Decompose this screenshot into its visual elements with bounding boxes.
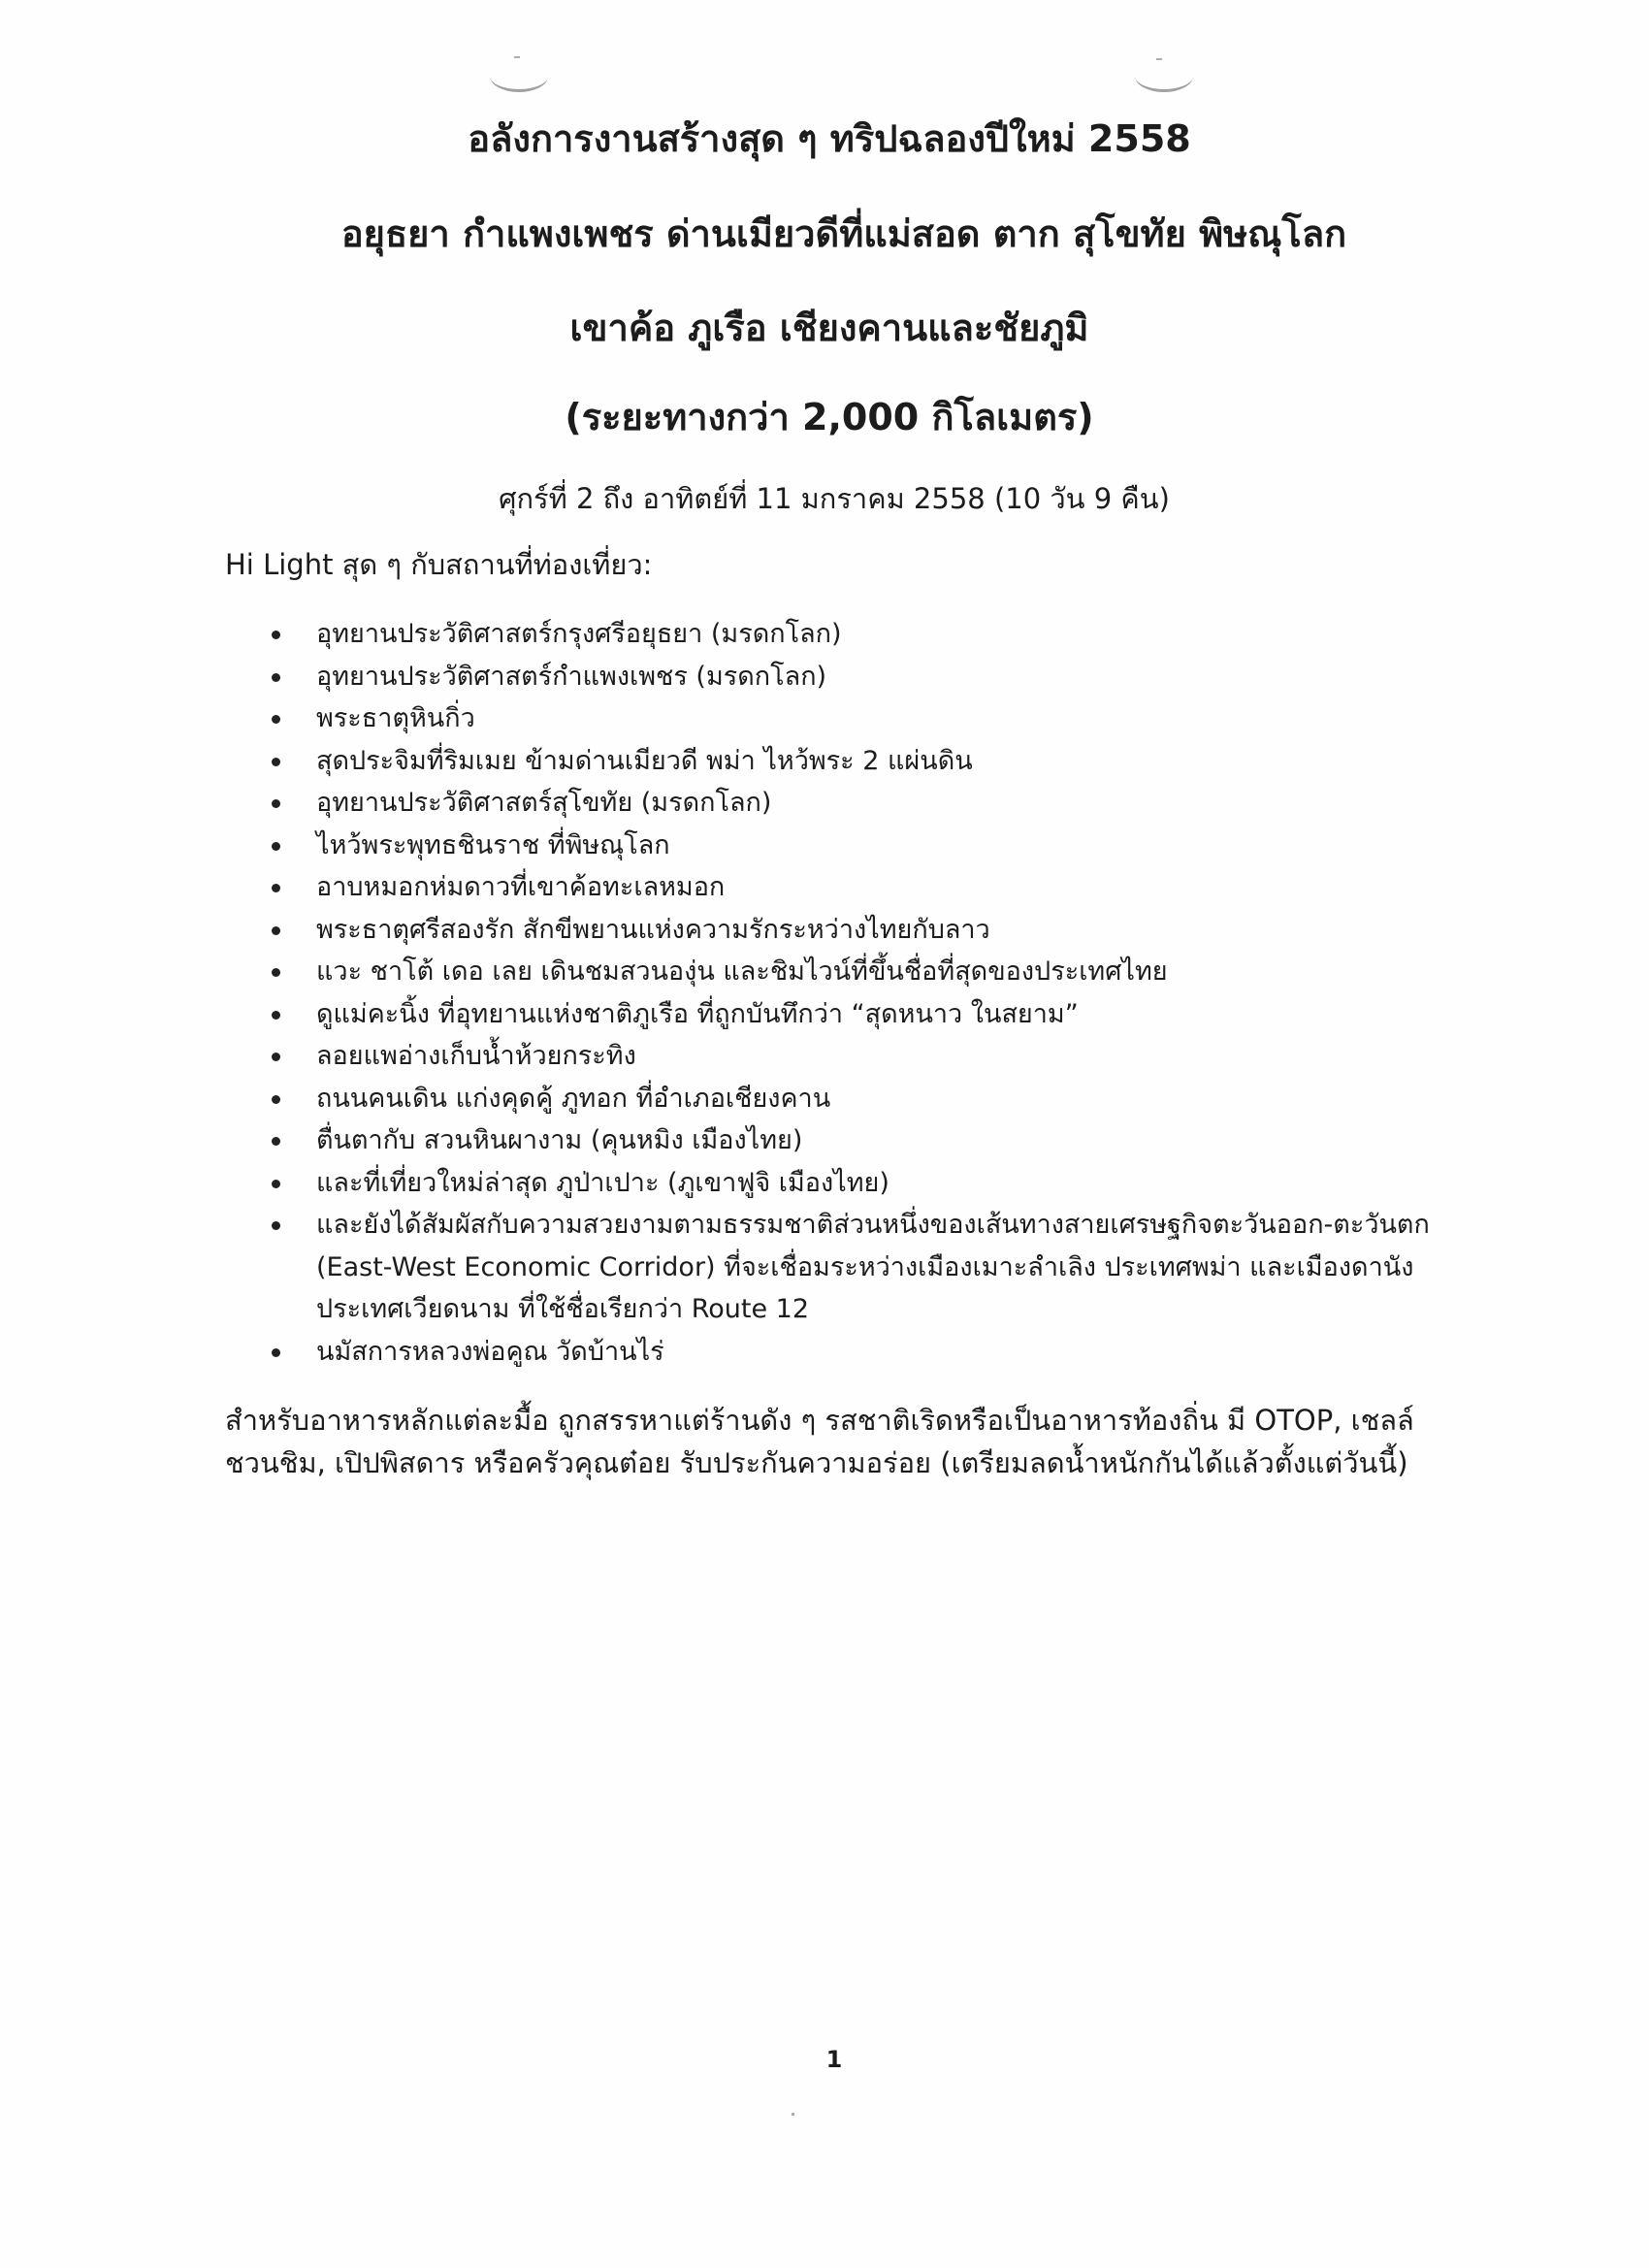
- bullet-icon: [272, 1137, 280, 1146]
- scan-hole-mark: [490, 60, 548, 92]
- list-item-text: อาบหมอกห่มดาวที่เขาค้อทะเลหมอก: [316, 872, 726, 902]
- list-item: [262, 740, 1465, 783]
- list-item: [262, 782, 1465, 825]
- list-item: [262, 1078, 1465, 1120]
- list-item-text: อุทยานประวัติศาสตร์กำแพงเพชร (มรดกโลก): [316, 661, 827, 692]
- bullet-icon: [272, 799, 280, 808]
- bullet-icon: [272, 758, 280, 766]
- list-item-text: ไหว้พระพุทธชินราช ที่พิษณุโลก: [316, 829, 670, 860]
- list-item: [262, 697, 1465, 740]
- list-item-text: อุทยานประวัติศาสตร์กรุงศรีอยุธยา (มรดกโลก): [316, 619, 842, 649]
- trip-dates: ศุกร์ที่ 2 ถึง อาทิตย์ที่ 11 มกราคม 2558 (10 วัน 9 คืน): [499, 482, 1170, 515]
- bullet-icon: [272, 631, 280, 639]
- list-item: [262, 1035, 1465, 1078]
- list-item-text: แวะ ชาโต้ เดอ เลย เดินชมสวนองุ่น และชิมไวน์ที่ขึ้นชื่อที่สุดของประเทศไทย: [316, 956, 1168, 987]
- bullet-icon: [272, 673, 280, 682]
- scan-speck: [792, 2113, 794, 2116]
- list-item-text: ตื่นตากับ สวนหินผางาม (คุนหมิง เมืองไทย): [316, 1125, 803, 1155]
- list-item-text: สุดประจิมที่ริมเมย ข้ามด่านเมียวดี พม่า ไหว้พระ 2 แผ่นดิน: [316, 745, 973, 776]
- list-item: [262, 656, 1465, 698]
- bullet-icon: [272, 926, 280, 935]
- list-item: [262, 1162, 1465, 1205]
- bullet-icon: [272, 1053, 280, 1061]
- bullet-icon: [272, 968, 280, 977]
- list-item: [262, 613, 1465, 656]
- bullet-icon: [272, 842, 280, 851]
- bullet-icon: [272, 715, 280, 724]
- list-item: [262, 909, 1465, 952]
- bullet-icon: [272, 1180, 280, 1188]
- list-item: [262, 866, 1465, 909]
- title-line-3: เขาค้อ ภูเรือ เชียงคานและชัยภูมิ: [569, 307, 1089, 349]
- list-item-text: อุทยานประวัติศาสตร์สุโขทัย (มรดกโลก): [316, 788, 772, 818]
- list-item-text: พระธาตุศรีสองรัก สักขีพยานแห่งความรักระหว่างไทยกับลาว: [316, 914, 990, 945]
- title-line-1: อลังการงานสร้างสุด ๆ ทริปฉลองปีใหม่ 2558: [468, 117, 1191, 160]
- list-item: [262, 951, 1465, 993]
- bullet-icon: [272, 884, 280, 892]
- list-item-text: ดูแม่คะนิ้ง ที่อุทยานแห่งชาติภูเรือ ที่ถูกบันทึกว่า “สุดหนาว ในสยาม”: [316, 998, 1079, 1029]
- food-paragraph: สำหรับอาหารหลักแต่ละมื้อ ถูกสรรหาแต่ร้านดัง ๆ รสชาติเริดหรือเป็นอาหารท้องถิ่น มี OTOP, เชลล์ชวนชิม, เปิปพิสดาร หรือครัวคุณต๋อย รับประกันความอร่อย (เตรียมลดน้ำหนักกันได้แล้วตั้งแต่วันนี้): [225, 1404, 1414, 1479]
- highlights-intro: Hi Light สุด ๆ กับสถานที่ท่องเที่ยว:: [225, 548, 653, 581]
- list-item: [262, 825, 1465, 867]
- distance-heading: (ระยะทางกว่า 2,000 กิโลเมตร): [565, 396, 1094, 438]
- title-line-2: อยุธยา กำแพงเพชร ด่านเมียวดีที่แม่สอด ตาก สุโขทัย พิษณุโลก: [340, 212, 1347, 255]
- scan-hole-mark: [1135, 60, 1193, 92]
- list-item: [262, 993, 1465, 1036]
- page-number: 1: [825, 2046, 843, 2073]
- list-item-text: ถนนคนเดิน แก่งคุดคู้ ภูทอก ที่อำเภอเชียงคาน: [316, 1083, 831, 1114]
- bullet-icon: [272, 1095, 280, 1104]
- bullet-icon: [272, 1011, 280, 1020]
- list-item-text: ลอยแพอ่างเก็บน้ำห้วยกระทิง: [316, 1041, 636, 1071]
- list-item: [262, 1119, 1465, 1162]
- list-item-text: และยังได้สัมผัสกับความสวยงามตามธรรมชาติส่วนหนึ่งของเส้นทางสายเศรษฐกิจตะวันออก-ตะวันตก (East-West Economic Corridor) ที่จะเชื่อมระหว่างเมืองเมาะลำเลิง ประเทศพม่า และเมืองดานัง ประเทศเวียดนาม ที่ใช้ชื่อเรียกว่า Route 12: [316, 1210, 1430, 1324]
- list-item: [262, 1331, 1465, 1374]
- highlights-list: [262, 613, 1465, 1373]
- scan-speck: [514, 56, 520, 58]
- list-item-text: และที่เที่ยวใหม่ล่าสุด ภูป่าเปาะ (ภูเขาฟูจิ เมืองไทย): [316, 1167, 889, 1198]
- bullet-icon: [272, 1348, 280, 1357]
- list-item-text: นมัสการหลวงพ่อคูณ วัดบ้านไร่: [316, 1336, 664, 1367]
- bullet-icon: [272, 1221, 280, 1230]
- list-item-text: พระธาตุหินกิ่ว: [316, 703, 475, 733]
- scan-speck: [1156, 58, 1162, 60]
- list-item: [262, 1204, 1480, 1331]
